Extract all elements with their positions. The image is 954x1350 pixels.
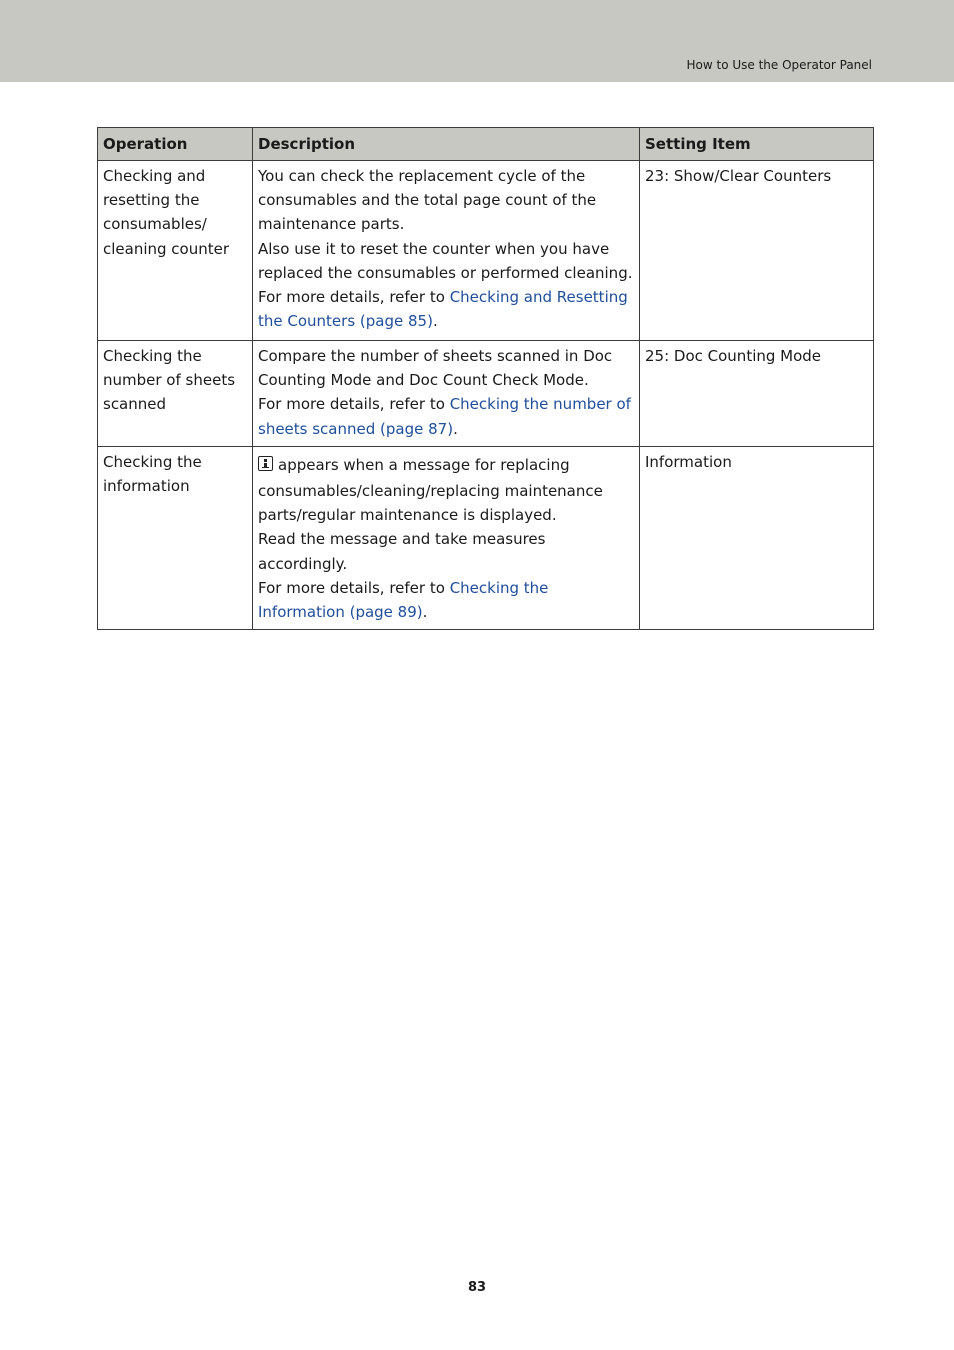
description-text: replaced the consumables or performed cleaning. <box>258 263 633 282</box>
description-first-line <box>258 450 634 479</box>
description-text: appears when a message for replacing <box>278 456 570 474</box>
reference-prefix: For more details, refer to <box>258 288 450 307</box>
operation-cell <box>98 341 253 447</box>
reference-link[interactable]: sheets scanned (page 87) <box>258 419 454 438</box>
operation-text: cleaning counter <box>103 239 230 258</box>
operation-text: Checking and <box>103 167 206 185</box>
reference-link[interactable]: Information (page 89) <box>258 603 423 622</box>
setting-item-cell: Information <box>640 447 874 630</box>
page-number: 83 <box>467 1280 487 1295</box>
operation-text: number of sheets <box>103 371 236 390</box>
description-text: You can check the replacement cycle of the <box>258 167 586 185</box>
reference-prefix: For more details, refer to <box>258 578 450 597</box>
description-text: Compare the number of sheets scanned in Doc <box>258 347 613 365</box>
description-text: consumables/cleaning/replacing maintenance <box>258 482 603 500</box>
description-text: maintenance parts. <box>258 215 405 234</box>
operation-text: information <box>103 477 190 496</box>
operation-text: Checking the <box>103 347 202 365</box>
table-row <box>98 447 874 630</box>
header-band <box>0 0 954 82</box>
description-text: Counting Mode and Doc Count Check Mode. <box>258 371 589 390</box>
reference-suffix: . <box>422 603 428 622</box>
setting-item-cell: 25: Doc Counting Mode <box>640 341 874 447</box>
reference-line <box>258 285 634 309</box>
operation-text: scanned <box>103 395 167 414</box>
setting-item-cell: 23: Show/Clear Counters <box>640 161 874 341</box>
reference-link[interactable]: Checking the <box>449 578 549 597</box>
reference-suffix: . <box>432 312 438 331</box>
reference-link[interactable]: the Counters (page 85) <box>258 312 433 331</box>
operations-table <box>97 127 874 630</box>
reference-suffix: . <box>453 419 458 438</box>
operation-text: consumables/ <box>103 215 207 234</box>
description-text: consumables and the total page count of the <box>258 191 597 210</box>
operation-text: resetting the <box>103 191 200 210</box>
description-text: parts/regular maintenance is displayed. <box>258 506 557 525</box>
table-row <box>98 341 874 447</box>
table-row <box>98 161 874 341</box>
operation-cell <box>98 161 253 341</box>
operation-cell <box>98 447 253 630</box>
column-header-description: Description <box>253 128 640 161</box>
description-text: Also use it to reset the counter when you have <box>258 239 610 258</box>
column-header-setting-item: Setting Item <box>640 128 874 161</box>
header-title: How to Use the Operator Panel <box>686 58 872 72</box>
reference-link[interactable]: Checking and Resetting <box>449 288 628 307</box>
reference-line <box>258 576 634 600</box>
operation-text: Checking the <box>103 453 202 471</box>
information-icon <box>258 456 273 471</box>
reference-link[interactable]: Checking the number of <box>449 395 631 414</box>
description-cell <box>253 447 640 630</box>
reference-line <box>258 392 634 416</box>
description-cell <box>253 161 640 341</box>
description-text: Read the message and take measures accordingly. <box>258 530 546 573</box>
table-header-row <box>98 128 874 161</box>
column-header-operation: Operation <box>98 128 253 161</box>
reference-line <box>258 417 634 441</box>
reference-prefix: For more details, refer to <box>258 395 450 414</box>
description-cell <box>253 341 640 447</box>
reference-line <box>258 600 634 624</box>
reference-line <box>258 309 634 333</box>
